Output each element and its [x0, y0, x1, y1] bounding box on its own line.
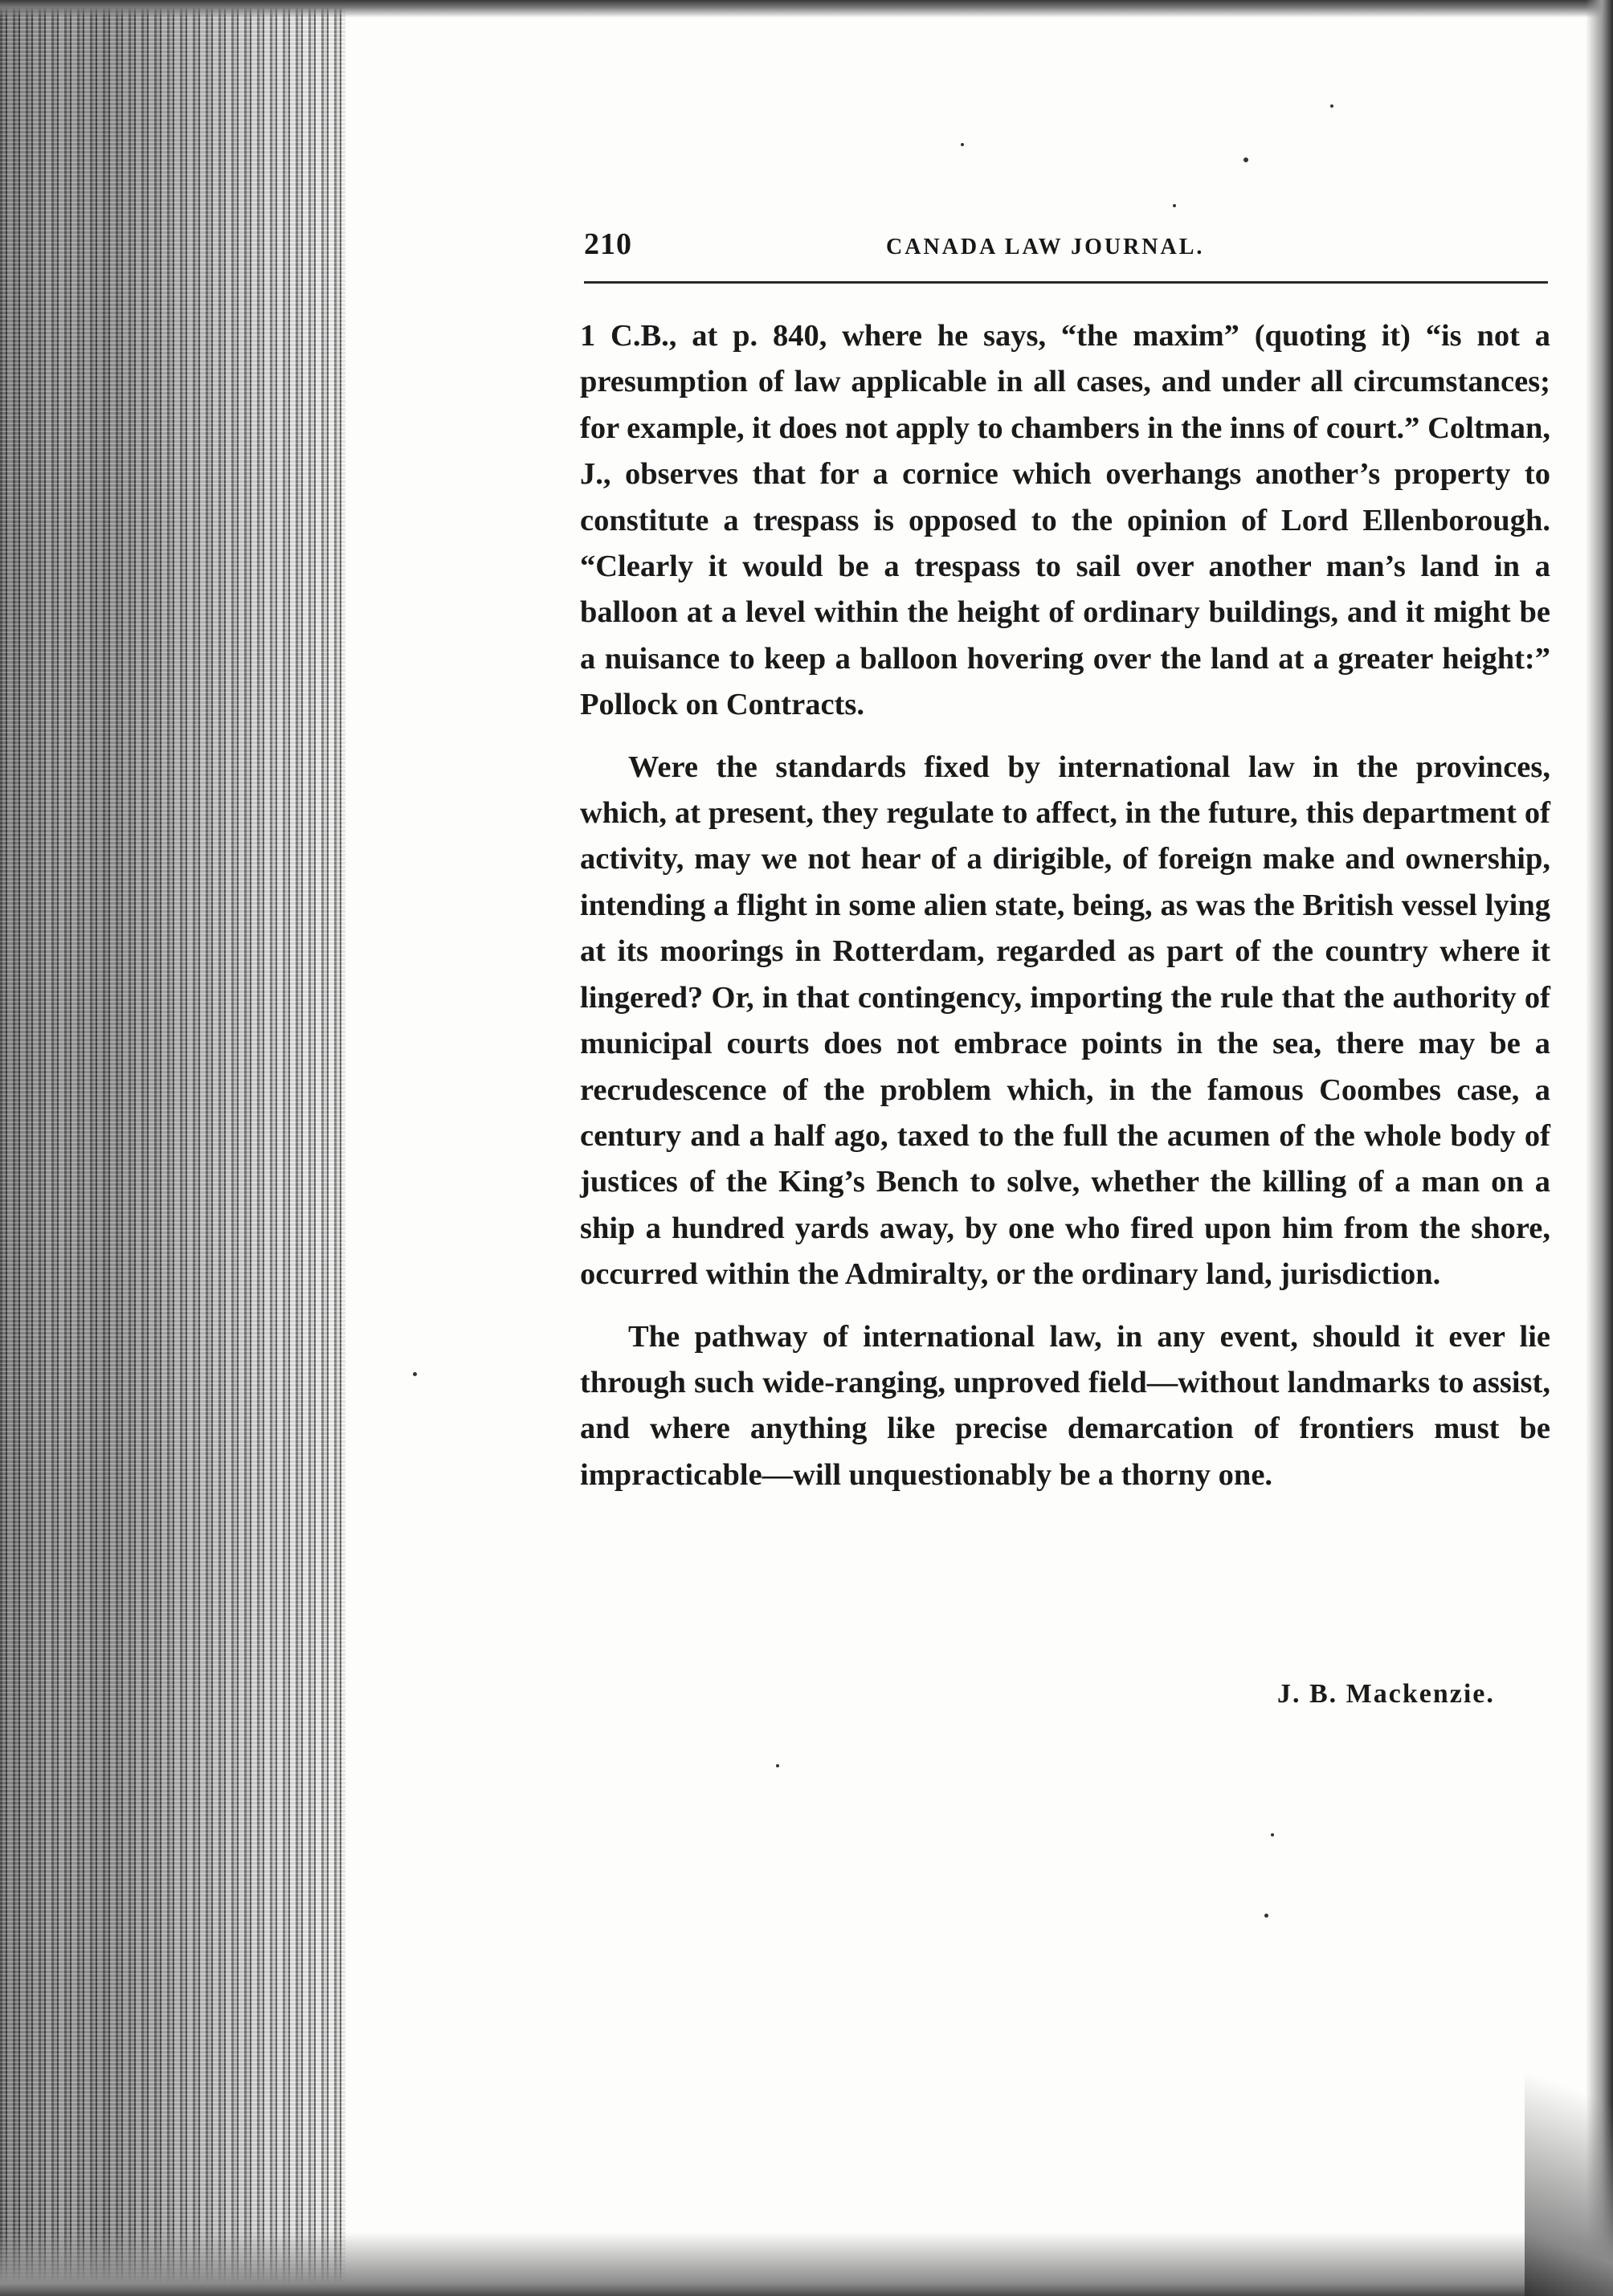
author-signature: J. B. Mackenzie. [1277, 1679, 1495, 1709]
header-rule [584, 281, 1548, 284]
paragraph-3: The pathway of international law, in any event, should it ever lie through such wide-ranging, unproved field—without landmarks to assist, and where anything like precise demarcation of frontiers must be impracticable—will unquestionably be a thorny one. [580, 1319, 1550, 1492]
bottom-scan-edge [0, 2232, 1613, 2296]
page-header [584, 227, 1548, 275]
top-scan-edge [0, 0, 1613, 18]
paragraph-1: 1 C.B., at p. 840, where he says, “the maxim” (quoting it) “is not a presumption of law applicable in all cases, and under all circumstances; for example, it does not apply to chambers in the inns of court.” Coltman, J., observes that for a cornice which overhangs another’s property to constitute a trespass is opposed to the opinion of Lord Ellenborough. “Clearly it would be a trespass to sail over another man’s land in a balloon at a level within the height of ordinary buildings, and it might be a nuisance to keep a balloon hovering over the land at a greater height:” Pollock on Contracts. [580, 319, 1550, 722]
article-body [580, 313, 1550, 1514]
corner-shadow [1525, 2007, 1613, 2296]
running-title: CANADA LAW JOURNAL. [886, 235, 1205, 259]
page-number: 210 [584, 227, 632, 261]
binding-shadow [0, 0, 345, 2296]
right-scan-edge [1586, 0, 1613, 2296]
paragraph-2: Were the standards fixed by international law in the provinces, which, at present, they regulate to affect, in the future, this department of activity, may we not hear of a dirigible, of foreign make and ownership, intending a flight in some alien state, being, as was the British vessel lying at its moorings in Rotterdam, regarded as part of the country where it lingered? Or, in that contingency, importing the rule that the authority of municipal courts does not embrace points in the sea, there may be a recrudescence of the problem which, in the famous Coombes case, a century and a half ago, taxed to the full the acumen of the whole body of justices of the King’s Bench to solve, whether the killing of a man on a ship a hundred yards away, by one who fired upon him from the shore, occurred within the Admiralty, or the ordinary land, jurisdiction. [580, 750, 1550, 1292]
